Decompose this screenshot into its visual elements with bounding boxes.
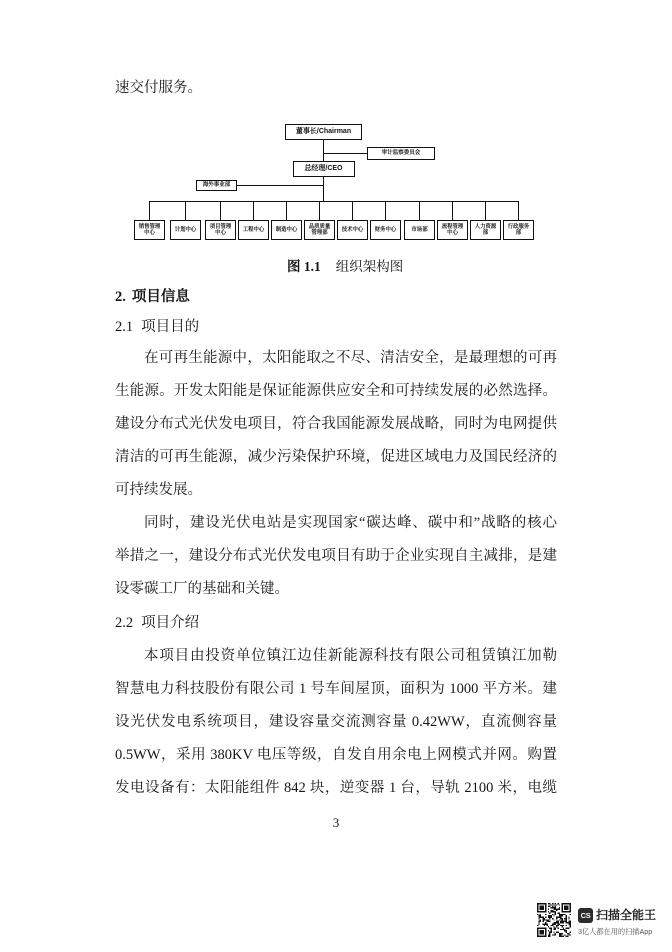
page-number: 3 — [332, 814, 340, 830]
paragraph-line: 举措之一，建设分布式光伏发电项目有助于企业实现自主减排，是建 — [115, 547, 557, 564]
subsection-number: 2.2 — [115, 614, 134, 631]
paragraph-line: 同时，建设光伏电站是实现国家“碳达峰、碳中和”战略的核心 — [144, 514, 557, 531]
paragraph-line: 在可再生能源中，太阳能取之不尽、清洁安全，是最理想的可再 — [144, 349, 557, 366]
org-box-human-resources-dept: 人力资源部 — [470, 220, 501, 240]
paragraph-line: 清洁的可再生能源，减少污染保护环境，促进区域电力及国民经济的 — [115, 448, 557, 465]
org-box-quality-management-dept: 品质质量管理部 — [304, 220, 335, 240]
org-box-project-management-center: 项目管理中心 — [205, 220, 236, 240]
paragraph-line: 生能源。开发太阳能是保证能源供应安全和可持续发展的必然选择。 — [115, 382, 557, 399]
logo-mark: CS — [580, 911, 591, 920]
org-connector-audit-committee — [323, 153, 367, 154]
org-connector-ceo-departments — [323, 177, 324, 201]
org-box-marketing-dept: 市场部 — [404, 220, 435, 240]
subsection-heading — [115, 607, 557, 640]
camscanner-logo-icon — [578, 908, 593, 923]
brand-tagline: 3亿人都在用的扫描App — [578, 927, 653, 936]
paragraph-line: 建设分布式光伏发电项目，符合我国能源发展战略，同时为电网提供 — [115, 415, 557, 432]
org-box-chairman: 董事长/Chairman — [285, 124, 362, 140]
org-box-finance-center: 财务中心 — [370, 220, 401, 240]
subsection-number: 2.1 — [115, 318, 134, 335]
org-box-engineering-center: 工程中心 — [238, 220, 269, 240]
org-box-audit-committee: 审计监察委员会 — [367, 147, 435, 160]
section-title: 项目信息 — [131, 288, 190, 305]
paragraph-line: 本项目由投资单位镇江边佳新能源科技有限公司租赁镇江加勒 — [144, 647, 557, 664]
brand-name: 扫描全能王 — [596, 908, 657, 922]
paragraph-line: 设光伏发电系统项目，建设容量交流测容量 0.42WW，直流侧容量 — [115, 713, 557, 730]
org-box-planning-center: 计划中心 — [170, 220, 201, 240]
figure-caption-number: 图 1.1 — [287, 258, 321, 274]
paragraph — [115, 342, 557, 507]
paragraph — [115, 507, 557, 606]
section-number: 2. — [115, 288, 126, 305]
org-chart — [125, 115, 545, 250]
paragraph-line: 可持续发展。 — [115, 481, 202, 498]
paragraph-line: 0.5WW，采用 380KV 电压等级，自发自用余电上网模式并网。购置 — [115, 746, 557, 763]
qr-code — [537, 903, 571, 937]
qr-modules — [537, 903, 571, 937]
figure-caption — [287, 250, 403, 283]
subsection-title: 项目介绍 — [141, 614, 200, 631]
subsection-heading — [115, 311, 557, 344]
paragraph — [115, 640, 557, 805]
carryover-text-line: 速交付服务。 — [115, 79, 202, 96]
org-connector-overseas-division — [237, 185, 324, 186]
section-heading — [115, 281, 557, 314]
org-box-process-management-center: 流程管理中心 — [437, 220, 468, 240]
org-box-sales-management-center: 销售管理中心 — [134, 220, 165, 240]
org-connector-chairman-ceo — [323, 140, 324, 161]
org-box-technology-center: 技术中心 — [337, 220, 368, 240]
figure-caption-title: 组织架构图 — [335, 258, 404, 274]
org-box-ceo: 总经理/CEO — [293, 161, 355, 177]
org-connector-department-bus — [149, 201, 519, 202]
subsection-title: 项目目的 — [141, 318, 200, 335]
paragraph-line: 发电设备有：太阳能组件 842 块，逆变器 1 台，导轨 2100 米，电缆 — [115, 779, 557, 796]
paragraph-line: 设零碳工厂的基础和关键。 — [115, 580, 289, 597]
org-box-overseas-division: 海外事业部 — [196, 180, 237, 191]
paragraph-line: 智慧电力科技股份有限公司 1 号车间屋顶，面积为 1000 平方米。建 — [115, 680, 557, 697]
org-box-administration-dept: 行政服务部 — [503, 220, 534, 240]
org-box-manufacturing-center: 制造中心 — [271, 220, 302, 240]
